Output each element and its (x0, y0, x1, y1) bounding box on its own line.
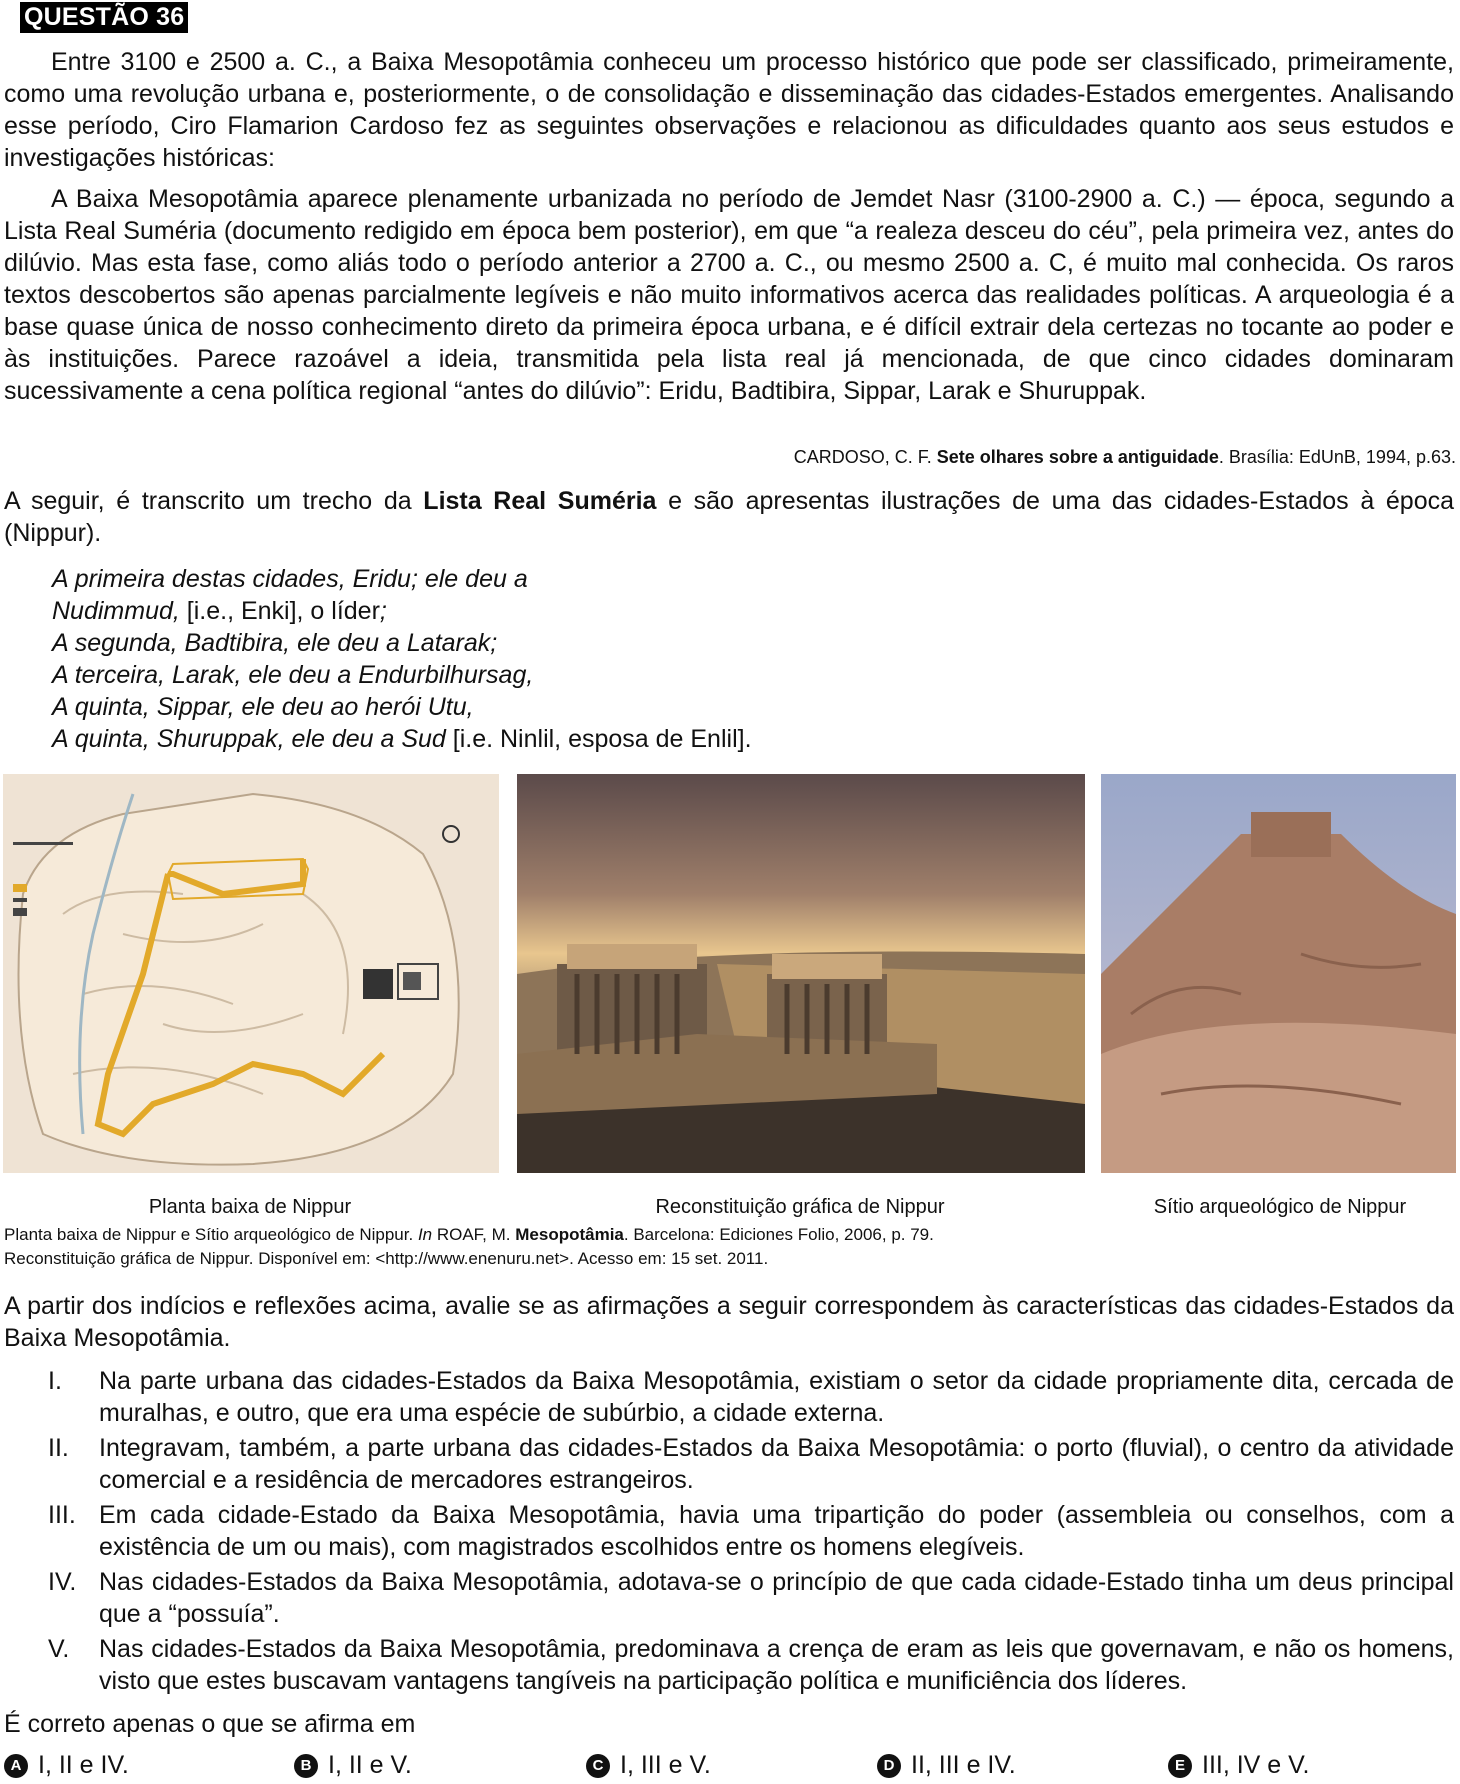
caption-reconstruction: Reconstituição gráfica de Nippur (655, 1196, 945, 1218)
sumerian-king-list-excerpt (52, 563, 752, 755)
quote-reference (794, 446, 1456, 468)
figure-credit-2: Reconstituição gráfica de Nippur. Disponível em: <http://www.enenuru.net>. Acesso em: 15 set. 2011. (4, 1249, 769, 1268)
poem-line-1: A primeira destas cidades, Eridu; ele deu a (52, 565, 528, 593)
poem-line-4: A terceira, Larak, ele deu a Endurbilhursag, (52, 661, 534, 689)
alternative-d[interactable]: D II, III e IV. (877, 1751, 1016, 1780)
transition-paragraph (4, 485, 1454, 549)
nippur-floor-plan-image (3, 774, 499, 1173)
reference-title: Sete olhares sobre a antiguidade (936, 447, 1219, 467)
poem-line-3: A segunda, Badtibira, ele deu a Latarak; (52, 629, 498, 657)
alternative-b[interactable]: B I, II e V. (294, 1751, 412, 1780)
alternative-c-letter: C (586, 1754, 610, 1778)
statement-5: V. Nas cidades-Estados da Baixa Mesopotâmia, predominava a crença de eram as leis que governavam, e não os homens, visto que estes buscavam vantagens tangíveis na participação política e munificiência dos líderes. (48, 1635, 1454, 1695)
alternative-c[interactable]: C I, III e V. (586, 1751, 711, 1780)
caption-archaeological-site: Sítio arqueológico de Nippur (1153, 1196, 1407, 1218)
transition-before: A seguir, é transcrito um trecho da (4, 487, 424, 515)
alternative-e-letter: E (1168, 1754, 1192, 1778)
alternative-b-letter: B (294, 1754, 318, 1778)
poem-line-6: A quinta, Shuruppak, ele deu a Sud [i.e. Ninlil, esposa de Enlil]. (52, 725, 752, 753)
prompt-paragraph: A partir dos indícios e reflexões acima, avalie se as afirmações a seguir correspondem às características das cidades-Estados da Baixa Mesopotâmia. (4, 1292, 1454, 1352)
statement-3: III. Em cada cidade-Estado da Baixa Mesopotâmia, havia uma tripartição do poder (assembleia ou conselhos, com a existência de um ou mais), com magistrados escolhidos entre os homens elegíveis. (48, 1501, 1454, 1561)
alternative-d-letter: D (877, 1754, 901, 1778)
statement-1: I. Na parte urbana das cidades-Estados da Baixa Mesopotâmia, existiam o setor da cidade propriamente dita, cercada de muralhas, e outro, que era uma espécie de subúrbio, a cidade externa. (48, 1367, 1454, 1427)
caption-floor-plan: Planta baixa de Nippur (148, 1196, 352, 1218)
poem-line-5: A quinta, Sippar, ele deu ao herói Utu, (52, 693, 474, 721)
alternative-a[interactable]: A I, II e IV. (4, 1751, 129, 1780)
alternative-a-letter: A (4, 1754, 28, 1778)
question-label: QUESTÃO 36 (20, 2, 188, 33)
nippur-reconstruction-image (517, 774, 1085, 1173)
intro-paragraph: Entre 3100 e 2500 a. C., a Baixa Mesopotâmia conheceu um processo histórico que pode ser classificado, primeiramente, como uma revolução urbana e, posteriormente, o de consolidação e disseminação das cidades-Estados emergentes. Analisando esse período, Ciro Flamarion Cardoso fez as seguintes observações e relacionou as dificuldades quanto aos seus estudos e investigações históricas: (4, 48, 1454, 172)
poem-line-2: Nudimmud, [i.e., Enki], o líder; (52, 597, 387, 625)
transition-after: e são apresentas ilustrações de uma das cidades-Estados à época (Nippur). (4, 487, 1455, 547)
transition-bold: Lista Real Suméria (423, 487, 657, 515)
nippur-archaeological-site-image (1101, 774, 1456, 1173)
statement-4: IV. Nas cidades-Estados da Baixa Mesopotâmia, adotava-se o princípio de que cada cidade-Estado tinha um deus principal que a “possuía”. (48, 1568, 1454, 1628)
quote-paragraph: A Baixa Mesopotâmia aparece plenamente urbanizada no período de Jemdet Nasr (3100-2900 a. C.) — época, segundo a Lista Real Suméria (documento redigido em época bem posterior), em que “a realeza desceu do céu”, pela primeira vez, antes do dilúvio. Mas esta fase, como aliás todo o período anterior a 2700 a. C., ou mesmo 2500 a. C, é muito mal conhecida. Os raros textos descobertos são apenas parcialmente legíveis e não muito informativos acerca das realidades políticas. A arqueologia é a base quase única de nosso conhecimento direto da primeira época urbana, e é difícil extrair dela certezas no tocante ao poder e às instituições. Parece razoável a ideia, transmitida pela lista real já mencionada, de que cinco cidades dominaram sucessivamente a cena política regional “antes do dilúvio”: Eridu, Badtibira, Sippar, Larak e Shuruppak. (4, 185, 1454, 405)
reference-author: CARDOSO, C. F. (793, 447, 932, 467)
alternative-e[interactable]: E III, IV e V. (1168, 1751, 1309, 1780)
reference-rest: . Brasília: EdUnB, 1994, p.63. (1218, 447, 1456, 467)
figure-credit-1: Planta baixa de Nippur e Sítio arqueológico de Nippur. In ROAF, M. Mesopotâmia. Barcelona: Ediciones Folio, 2006, p. 79. (4, 1225, 934, 1244)
statement-2: II. Integravam, também, a parte urbana das cidades-Estados da Baixa Mesopotâmia: o porto (fluvial), o centro da atividade comercial e a residência de mercadores estrangeiros. (48, 1434, 1454, 1494)
question-stem: É correto apenas o que se afirma em (4, 1710, 416, 1738)
